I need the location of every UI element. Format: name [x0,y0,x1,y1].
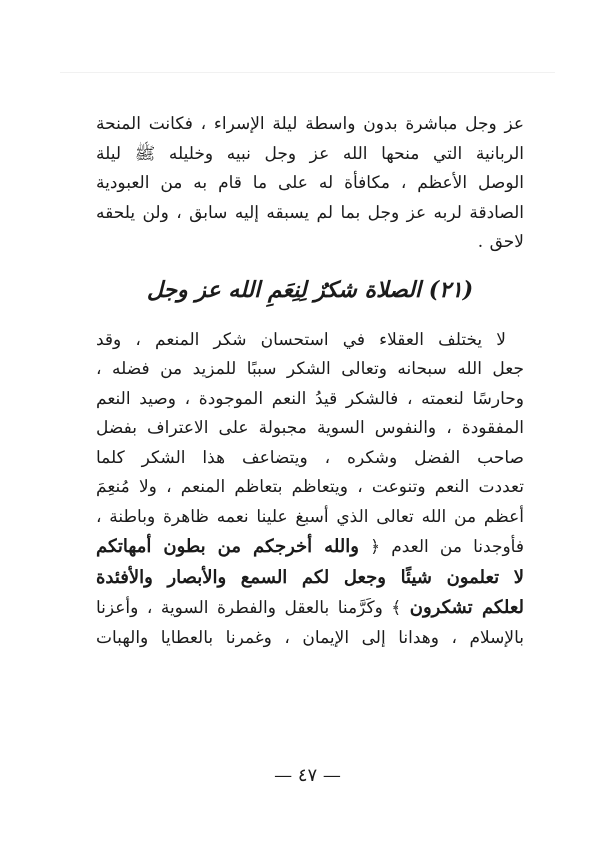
text-line: الصادقة لربه عز وجل بما لم يسبقه إليه سابق ، ولن يلحقه [96,202,524,223]
text-line: وحارسًا لنعمته ، فالشكر قيدُ النعم الموجودة ، وصيد النعم [96,388,524,409]
section-heading: (٢١) الصلاة شكرٌ لِنِعَمِ الله عز وجل [146,276,474,303]
text-line: جعل الله سبحانه وتعالى الشكر سببًا للمزيد من فضله ، [96,359,524,379]
text-line: لا يختلف العقلاء في استحسان شكر المنعم ، وقد [96,329,506,350]
text-line: صاحب الفضل وشكره ، ويتضاعف هذا الشكر كلما [96,447,524,468]
top-rule [60,72,555,73]
quran-verse: لعلكم تشكرون [409,597,524,618]
plain-text: فأوجدنا من العدم ﴿ [370,537,524,557]
text-line: الوصل الأعظم ، مكافأة له على ما قام به من العبودية [96,173,524,193]
plain-text: ﴾ وكَرَّمنا بالعقل والفطرة السوية ، وأعزنا [96,598,402,618]
text-line: تعددت النعم وتنوعت ، ويتعاظم بتعاظم المنعم ، ولا مُنعِمَ [96,477,524,497]
text-line [96,563,524,594]
quran-verse: والله أخرجكم من بطون أمهاتكم [96,536,359,557]
page-number: — ٤٧ — [274,765,341,786]
text-line: بالإسلام ، وهدانا إلى الإيمان ، وغمرنا بالعطايا والهبات [96,627,524,648]
text-line: الربانية التي منحها الله عز وجل نبيه وخليله ﷺ ليلة [96,143,524,164]
page-content [96,110,524,653]
text-line [96,532,524,563]
text-line: عز وجل مباشرة بدون واسطة ليلة الإسراء ، فكانت المنحة [96,114,524,134]
text-line: المفقودة ، والنفوس السوية مجبولة على الاعتراف بفضل [96,418,524,438]
paragraph-2 [96,326,524,654]
text-line: أعظم من الله تعالى الذي أسبغ علينا نعمه ظاهرة وباطنة ، [96,506,524,527]
paragraph-1 [96,110,524,258]
quran-verse: لا تعلمون شيئًا وجعل لكم السمع والأبصار والأفئدة [96,566,524,588]
text-line: لاحق . [477,232,524,252]
text-line [96,593,524,624]
